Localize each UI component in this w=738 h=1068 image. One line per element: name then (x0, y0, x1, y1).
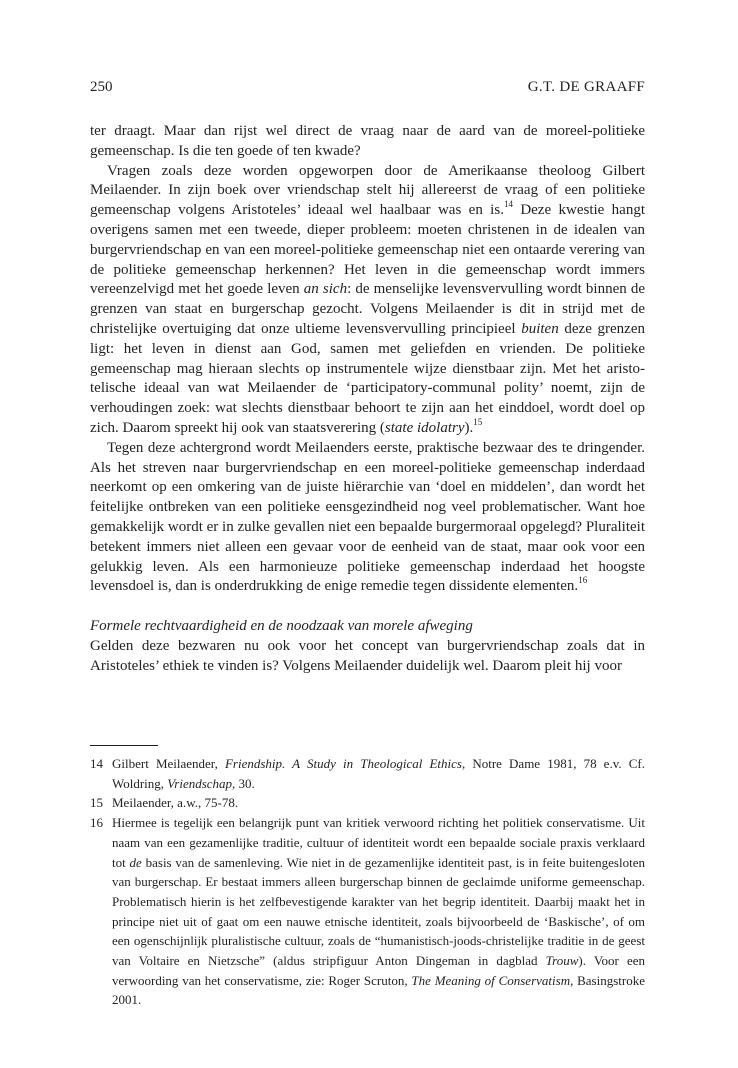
body-text (90, 122, 645, 677)
footnote-rule (90, 745, 158, 746)
footnote-16-italic-trouw: Trouw (545, 953, 579, 969)
running-head-author: G.T. DE GRAAFF (527, 79, 645, 95)
footnote-16-text-a: Hiermee is tegelijk een belangrijk punt van kritiek verwoord richting het politiek conservatisme. Uit naam van een gezamenlijke traditie, cultuur of identiteit wordt een bepaalde sociale praxis verklaard tot (112, 815, 645, 870)
footnote-ref-15[interactable]: 15 (473, 416, 483, 427)
paragraph-2-text-f: deze grenzen ligt: het leven in dienst aan God, samen met geliefden en vrienden. De politieke gemeenschap mag hieraan slechts op instrumentele wijze dienstbaar zijn. Met het aristotelische ideaal van wat Meilaender de ‘participatory-communal polity’ noemt, zijn de verhoudingen zoek: wat slechts dienstbaar behoort te zijn aan het einddoel, wordt doel op zich. Daarom spreekt hij ook van staatsverering ( (90, 320, 645, 436)
footnote-15 (90, 793, 645, 813)
page-number: 250 (90, 79, 113, 95)
paragraph-4: Gelden deze bezwaren nu ook voor het concept van burgervriendschap zoals dat in Aristoteles’ ethiek te vinden is? Volgens Meilaender duidelijk wel. Daarom pleit hij voor (90, 637, 645, 674)
section-heading: Formele rechtvaardigheid en de noodzaak van morele afweging (90, 618, 473, 635)
footnote-14-title: Friendship. A Study in Theological Ethics (224, 756, 462, 771)
footnote-15-text: Meilaender, a.w., 75-78. (112, 795, 239, 811)
footnote-number: 14 (90, 756, 103, 771)
footnote-16-title: The Meaning of Conservatism (411, 972, 571, 988)
footnote-14 (90, 754, 645, 793)
footnote-16-text-c: basis van de samenleving. Wie niet in de gezamenlijke identiteit past, is in feite buitengesloten van burgerschap. Er bestaat immers alleen burgerschap binnen de geclaimde uniforme gemeenschap. Problematisch hierin is het zelfbevestigende karakter van het begrip identiteit. Daarbij maakt het in principe niet uit of gaat om een nauwe etnische identiteit, zoals bijvoorbeeld de ‘Baskische’, of om een ogenschijnlijk pluralistische cultuur, zoals de “humanistisch-joods-christelijke traditie in de geest van Voltaire en Nietzsche” (aldus stripfiguur Anton Dingeman in dagblad (112, 854, 645, 969)
paragraph-2-text-b: Deze kwestie hangt overigens samen met een tweede, dieper probleem: moeten christenen in de idealen van burgervriendschap en van een moreel-politieke gemeenschap niet een ontaarde verering van de politieke gemeenschap herkennen? Het leven in die gemeenschap wordt immers vereenzelvigd met het goede leven (90, 202, 646, 298)
footnote-16-italic-de: de (129, 854, 142, 870)
paragraph-3-text: Tegen deze achtergrond wordt Meilaenders eerste, praktische bezwaar des te dringender. Als het streven naar burgervriendschap en een moreel-politieke gemeenschap inderdaad neerkomt op een omkering van de juiste hiërarchie van ‘doel en middelen’, dan wordt het feitelijke ontbreken van een politieke eensgezindheid nog veel problematischer. Want hoe gemakkelijk wordt er in zulke gevallen niet een bepaalde burgermoraal opgelegd? Pluraliteit betekent immers niet alleen een gevaar voor de eenheid van de staat, maar ook voor een gelukkig leven. Als een harmonieuze politieke gemeenschap inderdaad het hoogste levensdoel is, dan is onderdrukking de enige remedie tegen dissidente elementen. (90, 439, 645, 595)
paragraph-1: ter draagt. Maar dan rijst wel direct de vraag naar de aard van de moreel-politieke gemeenschap. Is die ten goede of ten kwade? (90, 123, 645, 159)
footnote-number: 15 (90, 795, 103, 811)
footnote-14-text-e: , 30. (232, 775, 255, 791)
italic-buiten: buiten (521, 320, 559, 337)
paragraph-2-text-a: Vragen zoals deze worden opgeworpen door de Amerikaanse theoloog Gilbert Meilaender. In zijn boek over vriendschap stelt hij allereerst de vraag of een politieke gemeenschap volgens Aristoteles’ ideaal wel haalbaar was en is. (90, 162, 645, 219)
footnote-ref-14[interactable]: 14 (503, 199, 513, 210)
paragraph-2 (90, 162, 645, 439)
paragraph-2-text-d: : de menselijke levensvervulling wordt binnen de grenzen van staat en burgerschap gezocht. Volgens Meilaender is dit in strijd met de christelijke overtuiging dat onze ultieme levensvervulling principieel (90, 281, 645, 337)
footnote-16 (90, 813, 645, 1010)
running-head (90, 79, 645, 99)
footnote-number: 16 (90, 815, 103, 831)
footnote-14-text-c: , Notre Dame 1981, 78 e.v. Cf. Woldring, (112, 756, 645, 791)
italic-an-sich: an sich (303, 281, 348, 298)
paragraph-2-text-h: ). (464, 419, 474, 436)
footnotes (90, 754, 645, 1010)
footnote-14-text-a: Gilbert Meilaender, (112, 756, 225, 771)
footnote-16-text-g: , Basingstroke 2001. (112, 972, 645, 1008)
footnote-16-text-e: ). Voor een verwoording van het conservatisme, zie: Roger Scruton, (112, 953, 646, 988)
footnote-14-title-2: Vriendschap (167, 775, 233, 791)
paragraph-3 (90, 439, 645, 597)
italic-state-idolatry: state idolatry (384, 419, 465, 436)
footnote-ref-16[interactable]: 16 (578, 575, 588, 586)
